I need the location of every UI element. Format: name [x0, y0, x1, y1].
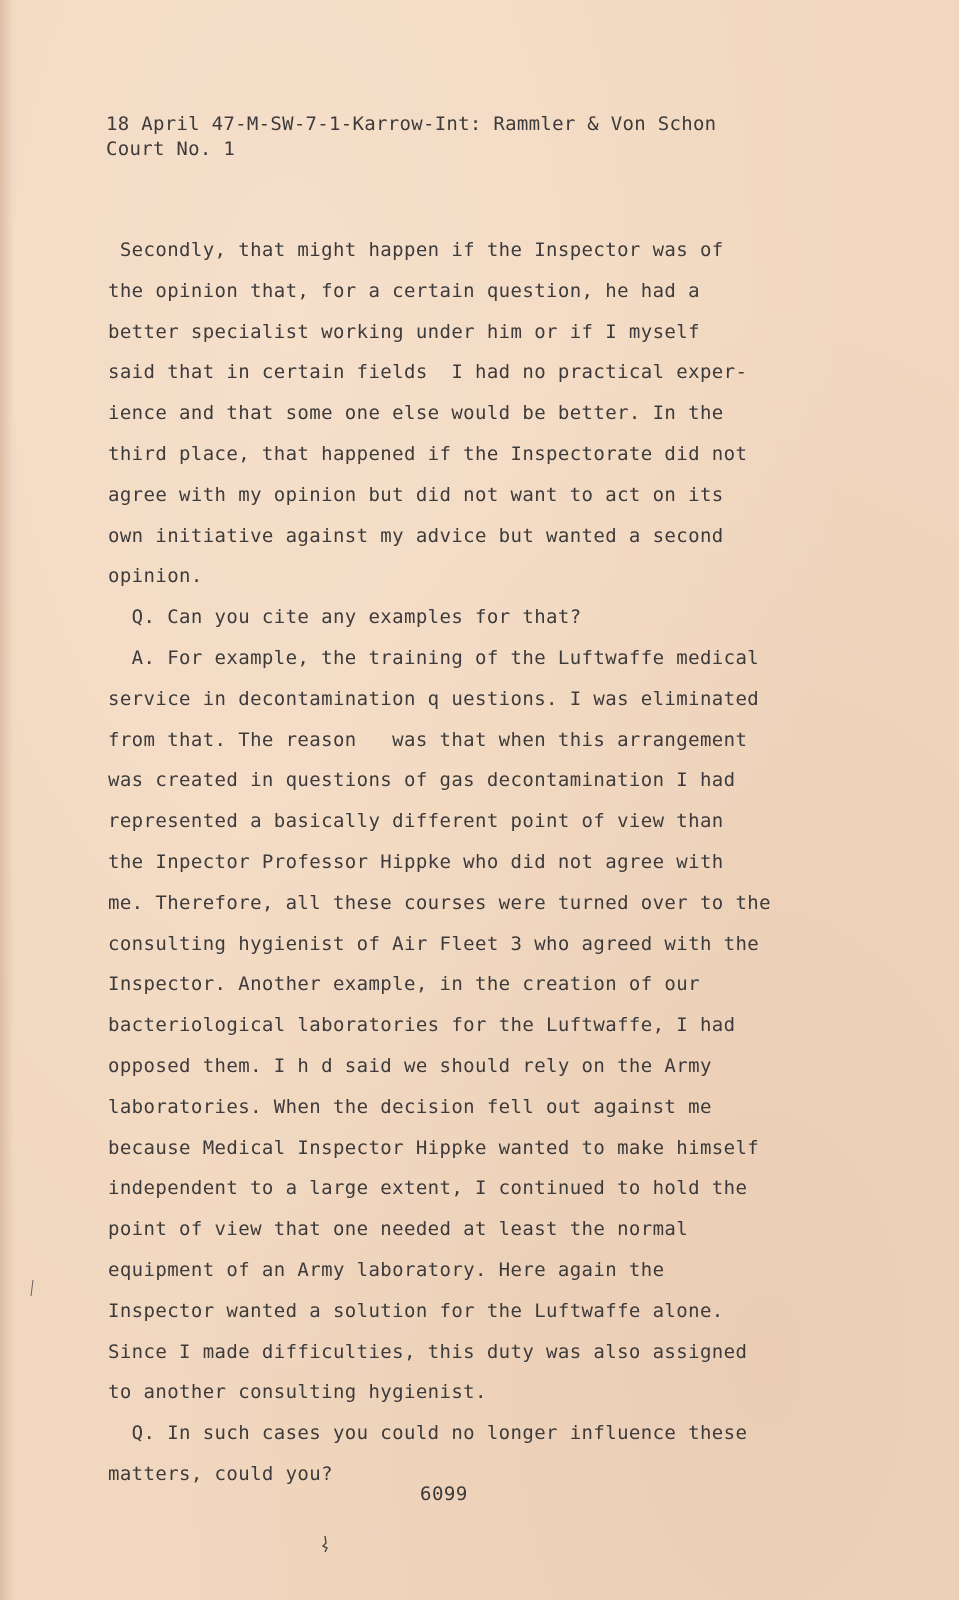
body-line: the Inpector Professor Hippke who did not agree with — [108, 850, 724, 873]
body-line: A. For example, the training of the Luftwaffe medical — [108, 646, 760, 669]
body-line: was created in questions of gas decontamination I had — [108, 769, 736, 792]
body-line: the opinion that, for a certain question, he had a — [108, 279, 700, 302]
body-line: better specialist working under him or if I myself — [108, 320, 700, 343]
header-line-2: Court No. 1 — [106, 138, 236, 160]
body-line: Inspector wanted a solution for the Luftwaffe alone. — [108, 1299, 724, 1322]
body-line: Since I made difficulties, this duty was also assigned — [108, 1340, 748, 1363]
body-line: represented a basically different point of view than — [108, 810, 724, 833]
ink-speck — [320, 1535, 330, 1553]
body-line: said that in certain fields I had no practical exper- — [108, 361, 748, 384]
body-line: me. Therefore, all these courses were turned over to the — [108, 891, 771, 914]
margin-mark — [30, 1280, 34, 1296]
body-line: point of view that one needed at least the normal — [108, 1218, 689, 1241]
body-line: because Medical Inspector Hippke wanted to make himself — [108, 1136, 760, 1159]
body-line: consulting hygienist of Air Fleet 3 who agreed with the — [108, 932, 760, 955]
body-line: opposed them. I h d said we should rely on the Army — [108, 1054, 712, 1077]
body-line: laboratories. When the decision fell out against me — [108, 1095, 712, 1118]
body-line: ience and that some one else would be better. In the — [108, 402, 724, 425]
body-line: own initiative against my advice but wanted a second — [108, 524, 724, 547]
body-line: independent to a large extent, I continued to hold the — [108, 1177, 748, 1200]
body-line: bacteriological laboratories for the Luftwaffe, I had — [108, 1014, 736, 1037]
body-line: Inspector. Another example, in the creation of our — [108, 973, 700, 996]
body-line: Secondly, that might happen if the Inspector was of — [108, 239, 724, 261]
body-line: agree with my opinion but did not want to act on its — [108, 483, 724, 506]
body-line: service in decontamination q uestions. I was eliminated — [108, 687, 760, 710]
body-line: matters, could you? — [108, 1462, 333, 1485]
body-line: Q. Can you cite any examples for that? — [108, 606, 582, 629]
body-line: third place, that happened if the Inspectorate did not — [108, 442, 748, 465]
body-line: equipment of an Army laboratory. Here again the — [108, 1258, 665, 1281]
body-line: from that. The reason was that when this arrangement — [108, 728, 748, 751]
body-line: opinion. — [108, 565, 203, 588]
body-line: Q. In such cases you could no longer influence these — [108, 1422, 748, 1445]
body-line: to another consulting hygienist. — [108, 1381, 487, 1404]
page-edge-shadow — [0, 0, 14, 1600]
transcript-body — [108, 230, 898, 1495]
header-line-1: 18 April 47-M-SW-7-1-Karrow-Int: Rammler & Von Schon — [106, 113, 717, 135]
document-header — [106, 112, 716, 162]
page-number: 6099 — [420, 1483, 468, 1505]
